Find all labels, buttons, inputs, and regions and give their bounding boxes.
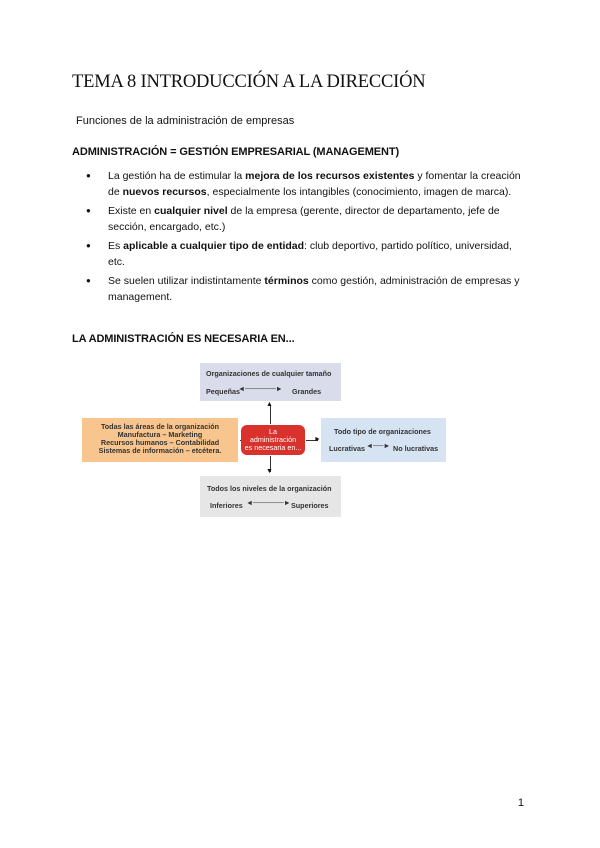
list-item: ● Se suelen utilizar indistintamente términos como gestión, administración de empresas y management. [86,273,530,305]
diagram-box-types [321,418,446,462]
diagram-center-line: La [269,427,277,436]
diagram-box-types-left: Lucrativas [329,444,365,453]
diagram-box-size-right: Grandes [292,387,322,396]
double-arrow-icon: ◄──────► [238,384,283,393]
diagram-box-size-left: Pequeñas [206,387,240,396]
diagram-box-areas [82,418,238,462]
list-item: ● Es aplicable a cualquier tipo de entidad: club deportivo, partido político, universidad, etc. [86,238,530,270]
diagram-center-line: administración [249,435,297,444]
list-item: ● Existe en cualquier nivel de la empresa (gerente, director de departamento, jefe de sección, encargado, etc.) [86,203,530,235]
double-arrow-icon: ◄──► [366,441,391,450]
diagram-box-levels [200,476,341,517]
diagram-box-types-title: Todo tipo de organizaciones [334,427,431,436]
diagram-box-areas-line: Recursos humanos – Contabilidad [100,438,220,447]
diagram-box-areas-line: Manufactura – Marketing [117,430,203,439]
connector-up [270,406,271,424]
diagram-box-size-title: Organizaciones de cualquier tamaño [206,369,332,378]
diagram-box-levels-title: Todos los niveles de la organización [207,484,332,493]
subtitle: Funciones de la administración de empresas [76,115,295,127]
diagram-box-levels-left: Inferiores [210,501,243,510]
double-arrow-icon: ◄──────► [246,498,291,507]
diagram-center-box [241,425,305,455]
diagram-box-areas-line: Sistemas de información – etcétera. [98,446,222,455]
page-title: TEMA 8 INTRODUCCIÓN A LA DIRECCIÓN [72,72,426,92]
diagram-box-levels-right: Superiores [291,501,329,510]
diagram-center-line: es necesaria en... [244,443,302,452]
arrow-up-icon: ▲ [266,401,273,408]
section-heading-necesaria: LA ADMINISTRACIÓN ES NECESARIA EN... [72,333,295,345]
diagram-box-size [200,363,341,401]
arrow-right-icon: ► [314,436,321,443]
diagram-box-types-right: No lucrativas [393,444,439,453]
diagram-box-areas-line: Todas las áreas de la organización [100,422,220,431]
page-number: 1 [517,797,524,809]
arrow-down-icon: ▼ [266,468,273,475]
bullet-list [86,168,530,308]
section-heading-administracion: ADMINISTRACIÓN = GESTIÓN EMPRESARIAL (MANAGEMENT) [72,146,400,158]
list-item: ● La gestión ha de estimular la mejora de los recursos existentes y fomentar la creación de nuevos recursos, especialmente los intangibles (conocimiento, imagen de marca). [86,168,530,200]
